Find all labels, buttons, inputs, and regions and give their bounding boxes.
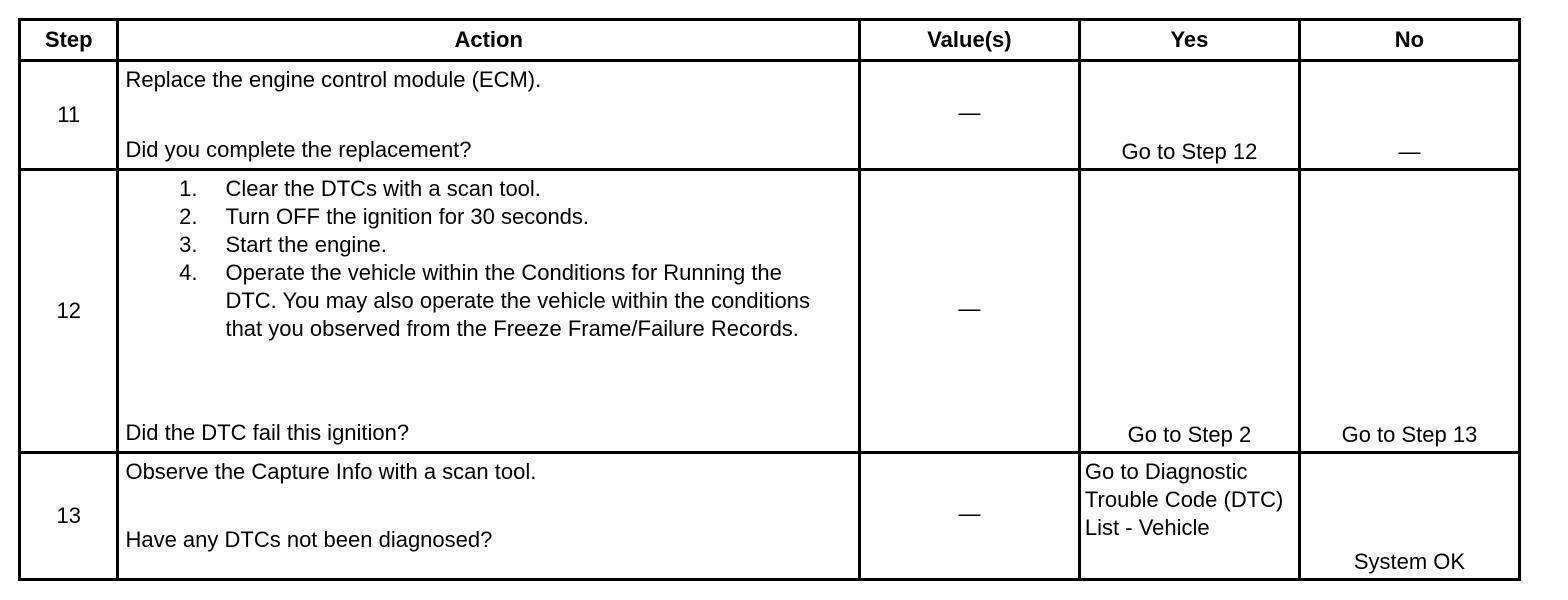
header-no: No	[1299, 20, 1519, 61]
action-question: Have any DTCs not been diagnosed?	[125, 527, 493, 552]
yes-link-go-to-step-12[interactable]: Go to Step 12	[1121, 139, 1258, 164]
step-number: 13	[20, 453, 118, 580]
list-item-text: Operate the vehicle within the Conditions for Running the DTC. You may also operate the vehicle within the conditions that you observed from the Freeze Frame/Failure Records.	[225, 260, 811, 341]
no-outcome: —	[1398, 139, 1421, 164]
step-number: 12	[20, 170, 118, 453]
yes-link-go-to-step-2[interactable]: Go to Step 2	[1127, 422, 1252, 447]
action-text: Observe the Capture Info with a scan tool.	[125, 459, 537, 484]
list-item-text: Start the engine.	[225, 232, 387, 257]
action-cell	[118, 170, 859, 453]
list-item	[125, 175, 851, 203]
list-item	[125, 231, 851, 259]
yes-cell	[1079, 170, 1299, 453]
list-item-text: Turn OFF the ignition for 30 seconds.	[225, 204, 590, 229]
no-link-go-to-step-13[interactable]: Go to Step 13	[1341, 422, 1478, 447]
action-cell	[118, 61, 859, 170]
diagnostic-table	[18, 18, 1521, 581]
list-item-number: 2.	[179, 204, 198, 229]
action-question: Did you complete the replacement?	[125, 137, 472, 162]
yes-cell	[1079, 453, 1299, 580]
list-item-number: 3.	[179, 232, 198, 257]
no-outcome-system-ok: System OK	[1353, 549, 1466, 574]
action-text: Replace the engine control module (ECM).	[125, 67, 542, 92]
action-question: Did the DTC fail this ignition?	[125, 420, 410, 445]
header-yes: Yes	[1079, 20, 1299, 61]
no-cell	[1299, 170, 1519, 453]
value-cell: —	[859, 170, 1079, 453]
header-step: Step	[20, 20, 118, 61]
action-cell	[118, 453, 859, 580]
value-cell: —	[859, 453, 1079, 580]
header-row	[20, 20, 1520, 61]
step-number: 11	[20, 61, 118, 170]
list-item-text: Clear the DTCs with a scan tool.	[225, 176, 541, 201]
table-row-step-11	[20, 61, 1520, 170]
yes-link-dtc-list-vehicle[interactable]: Go to Diagnostic Trouble Code (DTC) List - Vehicle	[1084, 459, 1284, 540]
no-cell	[1299, 61, 1519, 170]
value-cell: —	[859, 61, 1079, 170]
action-steps-list	[125, 175, 851, 343]
no-cell	[1299, 453, 1519, 580]
list-item-number: 4.	[179, 260, 198, 285]
table-row-step-12	[20, 170, 1520, 453]
list-item-number: 1.	[179, 176, 198, 201]
table-row-step-13	[20, 453, 1520, 580]
header-action: Action	[118, 20, 859, 61]
yes-cell	[1079, 61, 1299, 170]
list-item	[125, 203, 851, 231]
list-item	[125, 259, 851, 343]
header-values: Value(s)	[859, 20, 1079, 61]
